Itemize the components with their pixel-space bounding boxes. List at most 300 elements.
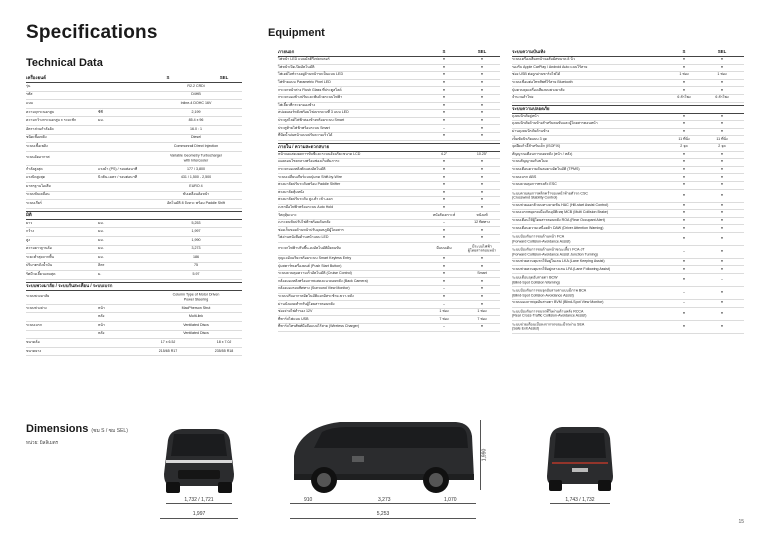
row-label: รัศมีวงเลี้ยวแคบสุด (26, 272, 56, 277)
table-row (512, 210, 744, 218)
row-label-line1: ระบบป้องกันการชนด้านหน้า FCA (512, 234, 565, 239)
equip-section-header: ระบบความปลอดภัย (512, 105, 550, 111)
side-overhang-rear-label: 1,070 (444, 497, 457, 503)
value-s: – (443, 220, 445, 225)
value-sel: ● (480, 263, 484, 268)
value-s: ● (442, 271, 446, 276)
row-label (512, 309, 586, 318)
row-label: ระบบเตือนให้ผู้โดยสารตอนหลัง ROA (Rear Occupant Alert) (512, 218, 605, 223)
table-row (278, 220, 500, 228)
table-row (26, 135, 242, 144)
value-s: ● (442, 159, 446, 164)
value-s: ● (442, 256, 446, 261)
table-row (278, 57, 500, 65)
dimension-header: มิติ (26, 212, 32, 218)
value-sel: ● (480, 110, 484, 115)
technical-data-title: Technical Data (26, 57, 103, 69)
row-label-line1: ระบบป้องกันการชนด้านหน้าขณะเลี้ยว FCA-JT (512, 247, 585, 252)
value-sel: ● (720, 87, 724, 92)
table-row (512, 152, 744, 160)
value-sel: 2 จุด (718, 144, 726, 149)
row-unit: ลิตร (98, 263, 105, 268)
value-span-line2: with Intercooler (183, 158, 209, 163)
row-label: ระบบเปลี่ยนเกียร์แบบปุ่มกด Shift-by-Wire (278, 174, 342, 179)
value-sel: ● (720, 236, 724, 241)
value-sel: ● (480, 103, 484, 108)
value-s: ● (682, 174, 686, 179)
row-label-line2: (Rear Cross-Traffic Collision-Avoidance Assist) (512, 313, 587, 318)
row-label: รองรับ Apple CarPlay / Android Auto แบบไร้สาย (512, 65, 588, 70)
table-row (278, 133, 500, 141)
value-s: – (683, 249, 685, 254)
table-row (278, 243, 500, 256)
value-sel: 12 ทิศทาง (474, 220, 490, 225)
value-sel: 10.25" (476, 152, 488, 157)
value-span: 85.4 x 96 (188, 118, 204, 123)
value-sel: ● (720, 192, 724, 197)
value-sel: Smart (477, 271, 487, 276)
side-overhang-front-label: 910 (304, 497, 313, 503)
row-label (512, 288, 586, 297)
table-row (512, 218, 744, 226)
row-label: ขนาดล้อ (26, 340, 40, 345)
value-sel: ● (480, 125, 484, 130)
table-row (278, 324, 500, 332)
row-label-line2: (Forward Collision-Avoidance Assist) (512, 238, 571, 243)
value-s: ● (682, 259, 686, 264)
value-sel: ● (480, 197, 484, 202)
row-label: ไฟเลี้ยวที่กระจกมองข้าง (278, 103, 316, 108)
table-row (278, 125, 500, 133)
row-label: ระบบเบรก ABS (512, 174, 537, 179)
table-row (278, 159, 500, 167)
table-row (278, 301, 500, 309)
row-label: ระบบควบคุมความเร็วอัตโนมัติ (Cruise Control) (278, 271, 352, 276)
table-row (278, 87, 500, 95)
row-label: พวงมาลัยปรับระดับพร้อม Paddle Shifter (278, 182, 341, 187)
table-row (278, 95, 500, 103)
value-s: ● (442, 72, 446, 77)
row-label (512, 191, 588, 200)
value-sel: ● (720, 174, 724, 179)
engine-header-row (26, 74, 242, 83)
row-label: ถุงลมนิรภัยคู่หน้า (512, 114, 539, 119)
value-s: ● (682, 192, 686, 197)
table-row (26, 152, 242, 166)
table-row (278, 294, 500, 302)
value-sel: ● (720, 114, 724, 119)
row-unit: หลัง (98, 331, 105, 336)
equip-header: ระบบความบันเทิง (512, 48, 546, 54)
row-label: กระจกหน้าต่าง Flush Glass ที่ประตูสไลด์ (278, 87, 342, 92)
value-s: ● (682, 167, 686, 172)
table-row (26, 109, 242, 118)
equipment-left-table (278, 48, 500, 332)
row-label: ประตูสไลด์ไฟฟ้าสองข้างพร้อมระบบ Smart (278, 118, 345, 123)
table-row (26, 313, 242, 322)
value-sel: – (721, 277, 723, 282)
row-label: สปอยเลอร์หลังพร้อมไฟเบรกดวงที่ 3 แบบ LED (278, 110, 349, 115)
row-unit: มม. (98, 220, 104, 225)
value-s: – (683, 300, 685, 305)
row-label: ช่องจ่ายไฟสำรอง 12V (278, 309, 313, 314)
table-row (26, 83, 242, 92)
table-row (512, 121, 744, 129)
value-sel: 11 ที่นั่ง (716, 136, 728, 141)
table-row (26, 237, 242, 246)
row-unit: มม. (98, 255, 104, 260)
table-row (26, 143, 242, 152)
value-sel: ● (480, 118, 484, 123)
row-label (512, 234, 570, 243)
value-s: ● (682, 218, 686, 223)
row-unit: หน้า (98, 323, 105, 328)
value-s: 7 ช่อง (439, 316, 449, 321)
equip-header-row (512, 48, 744, 57)
row-label: ระบบขับเคลื่อน (26, 192, 50, 197)
value-s: ● (442, 197, 446, 202)
value-s: ● (442, 235, 446, 240)
table-row (512, 72, 744, 80)
value-sel: ● (480, 256, 484, 261)
row-label: ที่ชาร์จโทรศัพท์มือถือแบบไร้สาย (Wireless Charger) (278, 324, 360, 329)
value-sel: 6 ลำโพง (715, 95, 729, 100)
row-label-line1: ระบบควบคุมการพลิกคว่ำของหน้าท้ายตัวรถ CSC (512, 190, 588, 195)
row-label: ประตูท้ายไฟฟ้าพร้อมระบบ Smart (278, 125, 330, 130)
front-width-label: 1,997 (192, 511, 206, 517)
table-row (26, 291, 242, 305)
value-sel: ● (720, 182, 724, 187)
row-label: ระบบเชื้อเพลิง (26, 144, 48, 149)
table-row (512, 259, 744, 267)
value-s: ● (682, 203, 686, 207)
col-sel-header: SEL (477, 48, 487, 54)
row-label: ระบบสัญญาณกันขโมย (512, 159, 548, 164)
table-row (278, 103, 500, 111)
value-s: 215/65 R17 (158, 348, 178, 353)
table-row (512, 225, 744, 233)
row-label-line1: ระบบช่วยเตือนเมื่อลงจากรถขณะมีรถผ่าน SEA (512, 321, 585, 326)
row-label: เบรกมือไฟฟ้าพร้อมระบบ Auto Hold (278, 205, 334, 210)
value-s: ● (442, 190, 446, 194)
table-row (26, 126, 242, 135)
row-label: ขนาดยาง (26, 348, 42, 353)
value-s: 1 ช่อง (439, 309, 449, 314)
row-label: ปุ่มสตาร์ทเครื่องยนต์ (Push Start Button) (278, 263, 342, 268)
value-s: ● (682, 152, 686, 157)
value-s: ● (682, 210, 686, 215)
row-label: วัสดุหุ้มเบาะ (278, 212, 297, 217)
table-row (512, 95, 744, 103)
row-label: ระบบช่วยควบคุมรถให้อยู่กลางเลน LFA (Lane Following Assist) (512, 266, 611, 271)
row-label-line2: (Safe Exit Assist) (512, 326, 540, 331)
table-row (26, 305, 242, 314)
row-label: เบาะคนขับปรับไฟฟ้าพร้อมดันหลัง (278, 220, 331, 225)
value-sel: ● (480, 182, 484, 187)
table-row (278, 227, 500, 235)
value-s: ● (682, 182, 686, 187)
row-label: พวงมาลัยปรับระดับ สูง-ต่ำ เข้า-ออก (278, 197, 333, 202)
row-unit: มม. (98, 246, 104, 251)
value-s: – (443, 125, 445, 130)
value-sel: ● (720, 210, 724, 215)
value-s: ● (682, 57, 686, 62)
value-s: ● (682, 87, 686, 92)
row-label: รุ่น (26, 84, 31, 88)
row-label: แบบ (26, 101, 33, 106)
row-label: ระบบควบคุมการทรงตัว ESC (512, 182, 557, 187)
value-sel: ● (480, 80, 484, 85)
value-span: Commonrail Direct Injection (173, 144, 219, 149)
row-label: ระบบพวงมาลัย (26, 294, 50, 299)
row-label: สัญญาณเตือนการถอยหลัง (หน้า / หลัง) (512, 152, 573, 157)
row-label: ความกว้างกระบอกสูบ x ระยะชัก (26, 118, 77, 123)
value-s: – (683, 290, 685, 295)
value-s: ● (442, 118, 446, 123)
row-unit: หลัง (98, 314, 105, 319)
table-row (512, 233, 744, 246)
table-row (26, 254, 242, 263)
value-sel: ● (720, 323, 724, 328)
row-label: ระบบช่วงล่าง (26, 305, 47, 310)
value-s: ● (442, 205, 446, 210)
value-sel: ● (720, 290, 724, 295)
table-row (512, 174, 744, 182)
row-label: ไฟหน้า LED แบบมัลติรีเฟลกเตอร์ (278, 57, 330, 62)
row-unit: นิวตัน-เมตร / รอบต่อนาที (98, 175, 138, 180)
value-sel: ● (720, 218, 724, 223)
table-row (512, 80, 744, 88)
row-label: ระบบเชื่อมต่อโทรศัพท์ไร้สาย Bluetooth (512, 80, 573, 85)
table-row (278, 278, 500, 286)
col-sel-header: SEL (717, 48, 727, 54)
table-row (512, 65, 744, 73)
table-row (26, 200, 242, 209)
row-label: ระบบมองภาพจุดอับสายตา BVM (Blind-Spot View Monitor) (512, 300, 604, 305)
row-unit: มม. (98, 118, 104, 123)
table-row (278, 197, 500, 205)
side-wheelbase-label: 3,273 (378, 497, 391, 503)
row-label-line1: ระบบป้องกันการชนจุดอับสายตาแบบมีภาพ BCA (512, 288, 587, 293)
row-label-line1: ระบบป้องกันการชนรถที่วิ่งผ่านด้านหลัง RCCA (512, 308, 584, 313)
table-row (26, 174, 242, 183)
value-sel: ● (720, 259, 724, 264)
row-label: ไฟเดย์ไลท์วางอยู่ด้านหน้ารถเป็นแบบ LED (278, 72, 344, 77)
chassis-header: ระบบพวงมาลัย / ระบบกันสะเทือน / ระบบเบรก (26, 283, 113, 289)
equip-header: ภายนอก (278, 48, 295, 54)
table-row (278, 212, 500, 220)
value-span: Ventilated Discs (183, 323, 209, 328)
table-row (26, 322, 242, 331)
table-row (278, 286, 500, 294)
page-number: 15 (738, 519, 744, 525)
value-s: 17 x 6.5J (160, 340, 176, 345)
value-s: ● (682, 129, 686, 134)
row-label: ม่านบังแดดสำหรับผู้โดยสารตอนหลัง (278, 301, 335, 306)
value-sel: ● (720, 152, 724, 157)
table-row (278, 205, 500, 213)
value-s: ● (442, 110, 446, 115)
value-s: ● (442, 167, 446, 172)
value-s: ● (442, 294, 446, 299)
row-label-line2: (Forward Collision-Avoidance Assist Junction Turning) (512, 251, 598, 256)
value-sel: ● (480, 72, 484, 77)
row-label: ระบบเบรก (26, 323, 43, 328)
value-s: ● (682, 114, 686, 119)
value-s: ● (442, 87, 446, 92)
table-row (278, 235, 500, 243)
value-span: อัตโนมัติ 8 จังหวะ พร้อม Paddle Shift (167, 201, 225, 206)
table-row (26, 220, 242, 229)
table-row (26, 263, 242, 272)
table-row (512, 129, 744, 137)
row-label: ไฟท้ายแบบ Parametric Pixel LED (278, 80, 331, 85)
row-label: เข็มขัดนิรภัยแบบ 3 จุด (512, 136, 548, 141)
value-span: 1,997 (191, 229, 201, 234)
row-label: ช่อง USB ต่อถูกผ่านชาร์จไฟได้ (512, 72, 561, 77)
table-row (512, 274, 744, 287)
table-row (512, 144, 744, 152)
table-row (512, 266, 744, 274)
row-label: ระบบเตือนความดันลมยางอัตโนมัติ (TPMS) (512, 167, 580, 172)
value-s: 6 ลำโพง (677, 95, 691, 100)
page-title: Specifications (26, 22, 158, 43)
car-rear-view (542, 424, 618, 494)
table-row (278, 167, 500, 175)
value-sel: ● (480, 159, 484, 164)
row-label: ระบบเตือนความเหนื่อยล้า DAW (Driver Attention Warning) (512, 225, 604, 230)
row-label: แผงคอนโซลกลางพร้อมช่องเก็บสัมภาระ (278, 159, 340, 164)
row-label-line2: (Blind-Spot Collision-Avoidance Assist) (512, 293, 574, 298)
value-s: ● (682, 65, 686, 70)
value-span: D4HB (191, 92, 201, 97)
value-sel: ● (720, 129, 724, 134)
equip-section-header: ภายใน / ความสะดวกสบาย (278, 143, 330, 149)
table-row (512, 136, 744, 144)
table-row (512, 300, 744, 308)
equip-section-row (278, 143, 500, 152)
table-row (512, 190, 744, 203)
table-row (278, 190, 500, 198)
row-label: มาตรฐานไอเสีย (26, 183, 51, 188)
table-row (26, 166, 242, 175)
equipment-title: Equipment (268, 27, 325, 39)
equipment-right-table (512, 48, 744, 334)
row-label-line2: (Blind-Spot Collision Warning) (512, 280, 560, 285)
value-sel: 7 ช่อง (477, 316, 487, 321)
equip-section-row (512, 105, 744, 114)
row-unit: มม. (98, 237, 104, 242)
table-row (26, 100, 242, 109)
value-s: 11 ที่นั่ง (678, 136, 690, 141)
row-label: ไฟอ่านหนังสือด้านหน้าแบบ LED (278, 235, 329, 240)
row-label: ระบบอัดอากาศ (26, 155, 50, 160)
value-s: 2 จุด (680, 144, 688, 149)
table-row (26, 183, 242, 192)
row-unit: ม. (98, 272, 102, 277)
rear-track-label: 1,743 / 1,732 (565, 497, 595, 503)
row-label: ระบบเบรกหยุดรถเมื่อเกิดอุบัติเหตุ MCB (Multi Collision Brake) (512, 210, 609, 215)
value-span: 2,199 (191, 109, 201, 114)
side-height-label: 1,990 (481, 448, 488, 462)
row-label: รหัส (26, 92, 33, 97)
table-row (278, 316, 500, 324)
value-s: มีแบบเดิม (436, 245, 452, 250)
value-span: 1,990 (191, 237, 201, 242)
table-row (278, 80, 500, 88)
value-sel: ● (480, 190, 484, 194)
value-s: ● (442, 278, 446, 283)
table-row (278, 271, 500, 279)
value-span-line2: Power Steering (183, 297, 209, 302)
value-sel: 235/55 R18 (214, 348, 234, 353)
row-label: ความยาวฐานล้อ (26, 246, 52, 251)
value-s: ● (682, 225, 686, 230)
row-label: จำนวนลำโพง (512, 95, 534, 100)
value-s: ● (682, 121, 686, 126)
row-label: สูง (26, 237, 30, 242)
value-sel: ● (720, 57, 724, 62)
row-label: ระยะต่ำสุดจากพื้น (26, 255, 54, 260)
value-sel: ● (480, 324, 484, 329)
technical-data-table (26, 74, 242, 356)
value-s: ● (442, 103, 446, 108)
value-sel: ● (480, 227, 484, 232)
value-sel: ● (480, 174, 484, 179)
row-label: ม่านถุงลมนิรภัยด้านข้าง (512, 129, 550, 134)
row-label-line2: (Crosswind Stability Control) (512, 195, 558, 200)
row-unit: แรงม้า (PS) / รอบต่อนาที (98, 166, 138, 171)
table-row (278, 256, 500, 264)
row-unit: หน้า (98, 305, 105, 310)
col-s-header: S (682, 48, 686, 54)
table-row (26, 228, 242, 237)
value-s: ● (682, 80, 686, 85)
table-row (512, 57, 744, 65)
table-row (26, 246, 242, 255)
row-label: กระจกมองหลังตัดแสงอัตโนมัติ (278, 167, 326, 172)
value-s: – (443, 286, 445, 291)
dimensions-unit: หน่วย: มิลลิเมตร (26, 440, 59, 445)
value-sel-line1: มีระบบไฟฟ้า (472, 243, 492, 248)
row-unit: มม. (98, 229, 104, 234)
row-label: แรงบิดสูงสุด (26, 175, 46, 180)
row-label: ระบบช่วยออกตัวบนทางลาดชัน HAC (Hill-start Assist Control) (512, 203, 609, 207)
value-sel: ● (720, 203, 724, 207)
table-row (26, 92, 242, 101)
value-s: – (443, 301, 445, 306)
value-s: ● (682, 266, 686, 271)
value-s: ● (442, 182, 446, 187)
front-track-label: 1,732 / 1,721 (184, 497, 214, 503)
value-sel: ● (480, 294, 484, 299)
value-sel: 18 x 7.0J (216, 340, 232, 345)
value-sel: ● (720, 159, 724, 164)
value-s: 1 ช่อง (679, 72, 689, 77)
col-s-header: S (166, 74, 170, 80)
value-span: Ventilated Discs (183, 331, 209, 336)
table-row (512, 308, 744, 321)
value-s: ● (442, 174, 446, 179)
value-span: 431 / 1,500 - 2,500 (180, 175, 212, 180)
row-label: ชนิดเชื้อเพลิง (26, 135, 47, 140)
car-front-view (158, 426, 240, 496)
row-label: ยาว (26, 220, 33, 225)
row-label: กำลังสูงสุด (26, 166, 43, 171)
table-row (512, 114, 744, 122)
row-label (512, 247, 598, 256)
row-label: ระบบช่วยควบคุมรถให้อยู่ในเลน LKA (Lane Keeping Assist) (512, 259, 605, 264)
